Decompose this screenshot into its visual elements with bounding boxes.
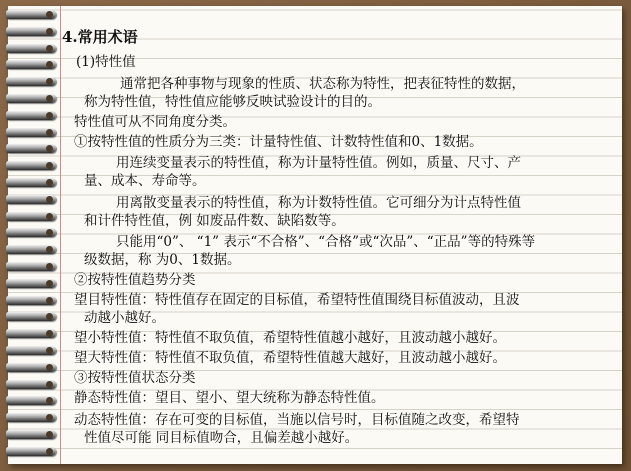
spiral-binding <box>0 6 60 464</box>
text-line: ③按特性值状态分类 <box>74 370 196 386</box>
binding-ring <box>6 44 56 53</box>
text-line: 动态特性值：存在可变的目标值，当施以信号时，目标值随之改变，希望特 <box>74 412 520 428</box>
text-line: 用离散变量表示的特性值，称为计数特性值。它可细分为计点特性值 <box>116 195 521 211</box>
binding-ring <box>6 111 56 120</box>
text-line: 望大特性值：特性值不取负值，希望特性值越大越好，且波动越小越好。 <box>74 350 506 366</box>
text-line: 动越小越好。 <box>84 310 165 326</box>
binding-ring <box>6 195 56 204</box>
binding-ring <box>6 128 56 137</box>
binding-ring <box>6 94 56 103</box>
binding-ring <box>6 363 56 372</box>
text-line: 级数据，称 为0、1数据。 <box>84 252 241 268</box>
text-line: 性值尽可能 同目标值吻合，且偏差越小越好。 <box>84 430 359 446</box>
text-line: 量、成本、寿命等。 <box>84 173 206 189</box>
binding-ring <box>6 245 56 254</box>
binding-ring <box>6 380 56 389</box>
text-line: (1)特性值 <box>76 54 136 70</box>
binding-ring <box>6 312 56 321</box>
text-line: 只能用“0”、 “1” 表示“不合格”、“合格”或“次品”、“正品”等的特殊等 <box>116 234 536 250</box>
binding-ring <box>6 413 56 422</box>
binding-ring <box>6 161 56 170</box>
text-line: 用连续变量表示的特性值，称为计量特性值。例如，质量、尺寸、产 <box>116 155 521 171</box>
binding-ring <box>6 296 56 305</box>
binding-ring <box>6 77 56 86</box>
binding-ring <box>6 10 56 19</box>
binding-ring <box>6 228 56 237</box>
text-line: 望目特性值：特性值存在固定的目标值，希望特性值围绕目标值波动，且波 <box>74 292 520 308</box>
binding-ring <box>6 60 56 69</box>
page-title: 4.常用术语 <box>62 28 138 46</box>
binding-ring <box>6 329 56 338</box>
text-line: 称为特性值，特性值应能够反映试验设计的目的。 <box>84 94 381 110</box>
binding-ring <box>6 178 56 187</box>
binding-ring <box>6 212 56 221</box>
binding-ring <box>6 346 56 355</box>
text-line: 和计件特性值，例 如废品件数、缺陷数等。 <box>84 213 345 229</box>
binding-ring <box>6 279 56 288</box>
text-line: 静态特性值：望目、望小、望大统称为静态特性值。 <box>74 390 385 406</box>
text-line: ①按特性值的性质分为三类：计量特性值、计数特性值和0、1数据。 <box>74 134 483 150</box>
binding-ring <box>6 396 56 405</box>
binding-ring <box>6 447 56 456</box>
binding-ring <box>6 430 56 439</box>
binding-ring <box>6 262 56 271</box>
text-line: 特性值可从不同角度分类。 <box>74 114 236 130</box>
text-line: 望小特性值：特性值不取负值，希望特性值越小越好，且波动越小越好。 <box>74 330 506 346</box>
binding-ring <box>6 27 56 36</box>
text-line: 通常把各种事物与现象的性质、状态称为特性，把表征特性的数据， <box>120 76 525 92</box>
text-line: ②按特性值趋势分类 <box>74 272 196 288</box>
binding-ring <box>6 144 56 153</box>
